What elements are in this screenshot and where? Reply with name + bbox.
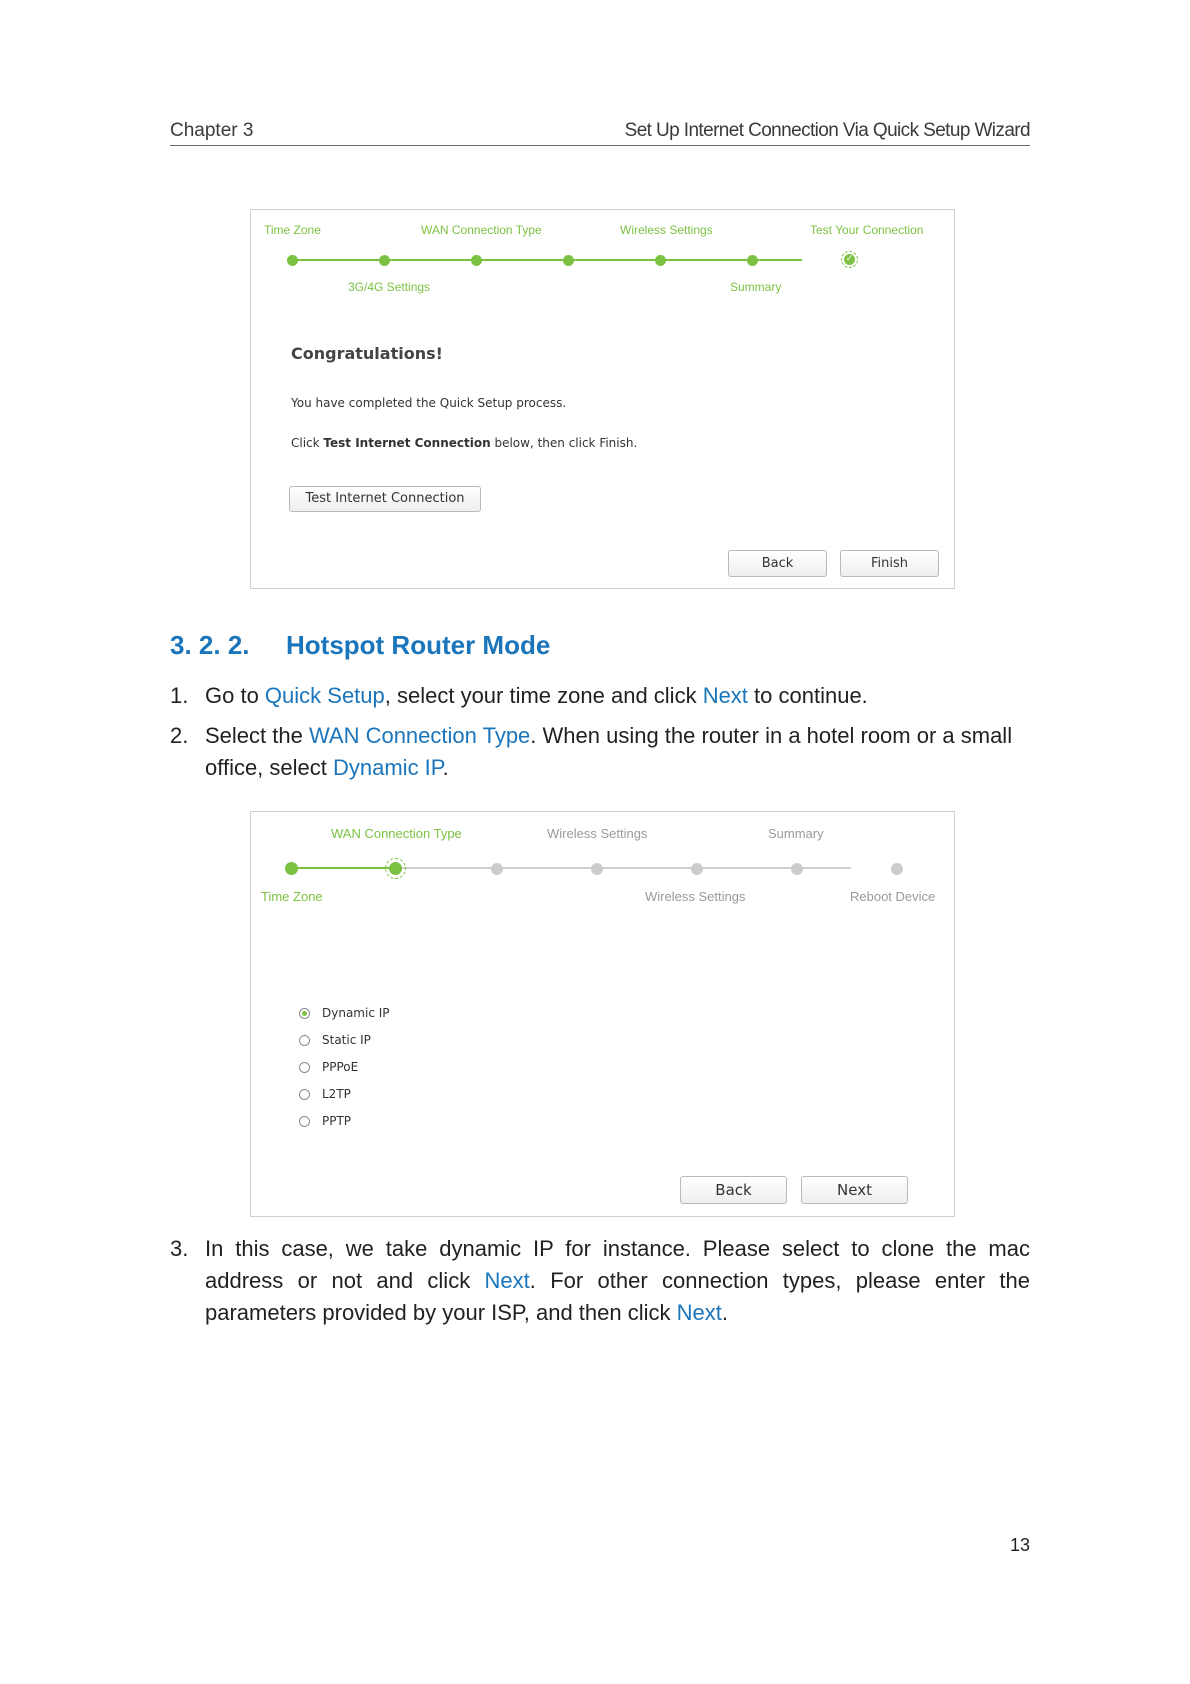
- radio-l2tp[interactable]: [299, 1089, 310, 1100]
- next-link: Next: [484, 1268, 530, 1293]
- progress-step-dot: [563, 255, 574, 266]
- progress-step-dot: [891, 863, 903, 875]
- section-title: Hotspot Router Mode: [286, 630, 551, 660]
- option-label-pppoe: PPPoE: [322, 1060, 359, 1074]
- step-label-wan-connection-type: WAN Connection Type: [331, 826, 462, 841]
- progress-step-dot: [379, 255, 390, 266]
- step-label-wan-connection-type: WAN Connection Type: [421, 223, 542, 237]
- step-label-test-connection: Test Your Connection: [810, 223, 924, 237]
- back-button[interactable]: Back: [728, 550, 827, 577]
- step-label-reboot-device: Reboot Device: [850, 889, 936, 904]
- step-label-time-zone: Time Zone: [261, 889, 323, 904]
- radio-pppoe[interactable]: [299, 1062, 310, 1073]
- chapter-label: Chapter 3: [170, 120, 254, 141]
- option-label-dynamic-ip: Dynamic IP: [322, 1006, 390, 1020]
- dynamic-ip-link: Dynamic IP: [333, 755, 443, 780]
- progress-step-dot: [691, 863, 703, 875]
- next-button[interactable]: Next: [801, 1176, 908, 1204]
- instruction-message: Click Test Internet Connection below, then click Finish.: [291, 436, 638, 450]
- step-number: 2.: [170, 723, 189, 748]
- test-internet-connection-button[interactable]: Test Internet Connection: [289, 486, 481, 512]
- next-link: Next: [676, 1300, 722, 1325]
- header-divider: [170, 145, 1030, 146]
- wan-connection-type-screenshot: [250, 811, 955, 1217]
- progress-line: [292, 259, 802, 261]
- finish-button[interactable]: Finish: [840, 550, 939, 577]
- step-label-wireless-settings: Wireless Settings: [547, 826, 648, 841]
- step-label-wireless-settings: Wireless Settings: [620, 223, 713, 237]
- progress-step-dot: [655, 255, 666, 266]
- progress-step-dot: [791, 863, 803, 875]
- quick-setup-link: Quick Setup: [264, 683, 385, 708]
- step-number: 1.: [170, 683, 189, 708]
- radio-pptp[interactable]: [299, 1116, 310, 1127]
- radio-static-ip[interactable]: [299, 1035, 310, 1046]
- radio-dynamic-ip[interactable]: [299, 1008, 310, 1019]
- step-label-3g4g-settings: 3G/4G Settings: [348, 280, 431, 294]
- back-button[interactable]: Back: [680, 1176, 787, 1204]
- step-label-summary: Summary: [730, 280, 782, 294]
- completed-message: You have completed the Quick Setup process.: [291, 396, 567, 410]
- wan-connection-type-link: WAN Connection Type: [308, 723, 531, 748]
- chapter-title: Set Up Internet Connection Via Quick Setup Wizard: [624, 120, 1030, 141]
- option-label-l2tp: L2TP: [322, 1087, 351, 1101]
- instruction-bold: Test Internet Connection: [323, 436, 491, 450]
- step-label-wireless-settings-bottom: Wireless Settings: [645, 889, 746, 904]
- step-3-text: In this case, we take dynamic IP for instance. Please select to clone the mac address or not and click Next. For other connection types, please enter the parameters provided by your ISP, and then click Next.: [205, 1236, 1030, 1325]
- page-number: 13: [1009, 1535, 1030, 1555]
- step-2-text: Select the WAN Connection Type. When using the router in a hotel room or a small office, select Dynamic IP.: [205, 723, 1013, 780]
- progress-line-pending: [396, 867, 851, 869]
- current-step-dot: [385, 858, 406, 879]
- progress-line-complete: [292, 867, 396, 869]
- quick-setup-finish-screenshot: [250, 209, 955, 589]
- progress-step-dot: [471, 255, 482, 266]
- progress-step-dot: [747, 255, 758, 266]
- step-label-time-zone: Time Zone: [264, 223, 321, 237]
- next-link: Next: [702, 683, 748, 708]
- congratulations-heading: Congratulations!: [291, 344, 443, 363]
- progress-step-dot: [491, 863, 503, 875]
- current-step-check-icon: ✓: [841, 251, 858, 268]
- step-label-summary: Summary: [768, 826, 824, 841]
- progress-step-dot: [285, 862, 298, 875]
- step-number: 3.: [170, 1236, 189, 1261]
- progress-step-dot: [591, 863, 603, 875]
- progress-step-dot: [287, 255, 298, 266]
- section-number: 3. 2. 2.: [170, 630, 250, 660]
- option-label-pptp: PPTP: [322, 1114, 352, 1128]
- step-1-text: Go to Quick Setup, select your time zone and click Next to continue.: [205, 683, 868, 708]
- option-label-static-ip: Static IP: [322, 1033, 371, 1047]
